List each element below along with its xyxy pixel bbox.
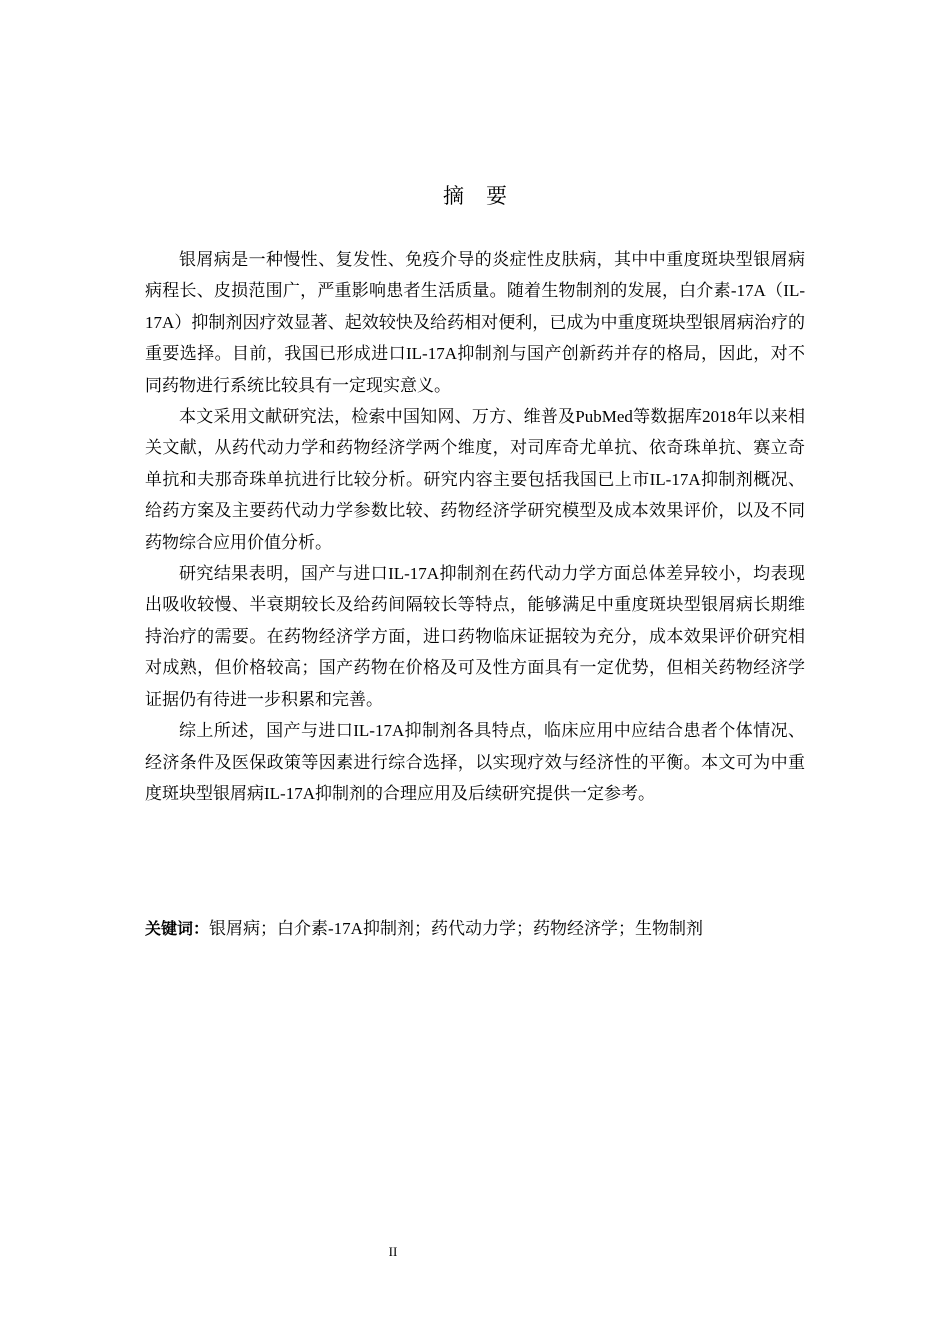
keywords-label: 关键词： xyxy=(145,919,210,938)
keywords-list: 银屑病；白介素-17A抑制剂；药代动力学；药物经济学；生物制剂 xyxy=(209,919,703,938)
abstract-paragraph-2: 本文采用文献研究法，检索中国知网、万方、维普及PubMed等数据库2018年以来相关文献，从药代动力学和药物经济学两个维度，对司库奇尤单抗、依奇珠单抗、赛立奇单抗和夫那奇珠单抗进行比较分析。研究内容主要包括我国已上市IL-17A抑制剂概况、给药方案及主要药代动力学参数比较、药物经济学研究模型及成本效果评价，以及不同药物综合应用价值分析。 xyxy=(145,407,805,552)
abstract-title: 摘要 xyxy=(443,184,529,208)
abstract-paragraph-3: 研究结果表明，国产与进口IL-17A抑制剂在药代动力学方面总体差异较小，均表现出吸收较慢、半衰期较长及给药间隔较长等特点，能够满足中重度斑块型银屑病长期维持治疗的需要。在药物经济学方面，进口药物临床证据较为充分，成本效果评价研究相对成熟，但价格较高；国产药物在价格及可及性方面具有一定优势，但相关药物经济学证据仍有待进一步积累和完善。 xyxy=(145,564,805,709)
page-number: II xyxy=(388,1244,398,1259)
keywords-line xyxy=(145,913,815,944)
abstract-body xyxy=(145,244,805,809)
abstract-paragraph-4: 综上所述，国产与进口IL-17A抑制剂各具特点，临床应用中应结合患者个体情况、经济条件及医保政策等因素进行综合选择，以实现疗效与经济性的平衡。本文可为中重度斑块型银屑病IL-17A抑制剂的合理应用及后续研究提供一定参考。 xyxy=(145,721,805,803)
abstract-paragraph-1: 银屑病是一种慢性、复发性、免疫介导的炎症性皮肤病，其中中重度斑块型银屑病病程长、皮损范围广，严重影响患者生活质量。随着生物制剂的发展，白介素-17A（IL-17A）抑制剂因疗效显著、起效较快及给药相对便利，已成为中重度斑块型银屑病治疗的重要选择。目前，我国已形成进口IL-17A抑制剂与国产创新药并存的格局，因此，对不同药物进行系统比较具有一定现实意义。 xyxy=(145,250,805,395)
